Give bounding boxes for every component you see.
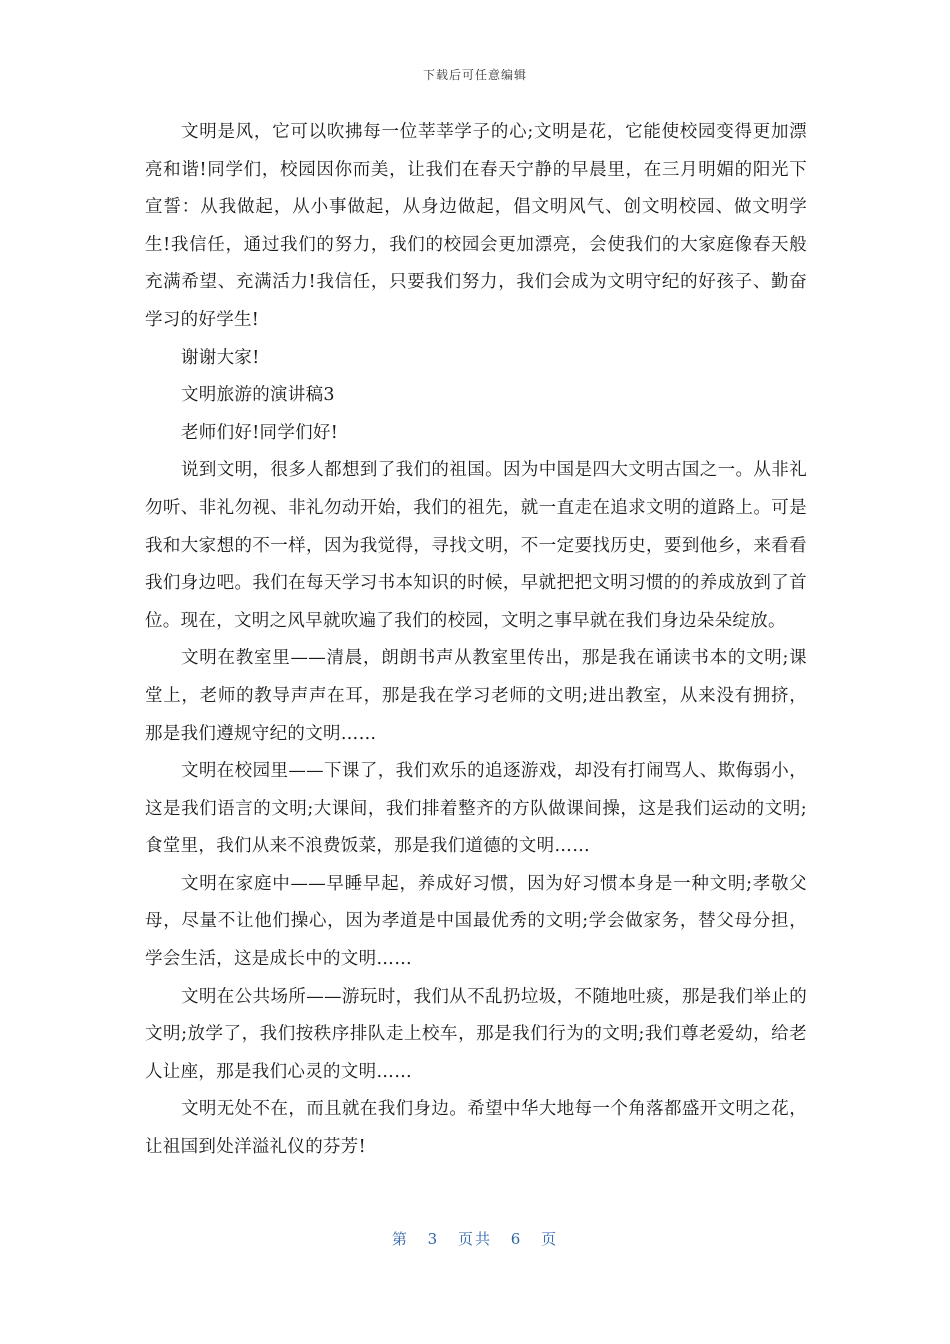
document-body <box>145 114 807 1167</box>
paragraph: 谢谢大家! <box>181 347 260 368</box>
paragraph: 文明在家庭中——早睡早起，养成好习惯，因为好习惯本身是一种文明;孝敬父母，尽量不让他们操心，因为孝道是中国最优秀的文明;学会做家务，替父母分担，学会生活，这是成长中的文明…… <box>145 873 807 970</box>
section-title: 文明旅游的演讲稿3 <box>181 385 335 406</box>
paragraph: 文明在校园里——下课了，我们欢乐的追逐游戏，却没有打闹骂人、欺侮弱小，这是我们语言的文明;大课间，我们排着整齐的方队做课间操，这是我们运动的文明;食堂里，我们从来不浪费饭菜，那是我们道德的文明…… <box>145 761 807 857</box>
paragraph: 说到文明，很多人都想到了我们的祖国。因为中国是四大文明古国之一。从非礼勿听、非礼勿视、非礼勿动开始，我们的祖先，就一直走在追求文明的道路上。可是我和大家想的不一样，因为我觉得，寻找文明，不一定要找历史，要到他乡，来看看我们身边吧。我们在每天学习书本知识的时候，早就把把文明习惯的的养成放到了首位。现在，文明之风早就吹遍了我们的校园，文明之事早就在我们身边朵朵绽放。 <box>145 460 807 631</box>
page-header: 下载后可任意编辑 <box>422 68 527 82</box>
paragraph: 文明在教室里——清晨，朗朗书声从教室里传出，那是我在诵读书本的文明;课堂上，老师的教导声声在耳，那是我在学习老师的文明;进出教室，从来没有拥挤，那是我们遵规守纪的文明…… <box>145 648 807 744</box>
page-number-footer: 第 3 页共 6 页 <box>391 1230 559 1248</box>
greeting: 老师们好!同学们好! <box>181 422 339 443</box>
paragraph: 文明在公共场所——游玩时，我们从不乱扔垃圾，不随地吐痰，那是我们举止的文明;放学了，我们按秩序排队走上校车，那是我们行为的文明;我们尊老爱幼，给老人让座，那是我们心灵的文明…… <box>145 986 807 1082</box>
paragraph: 文明无处不在，而且就在我们身边。希望中华大地每一个角落都盛开文明之花，让祖国到处洋溢礼仪的芬芳! <box>145 1099 807 1158</box>
paragraph: 文明是风，它可以吹拂每一位莘莘学子的心;文明是花，它能使校园变得更加漂亮和谐!同学们，校园因你而美，让我们在春天宁静的早晨里，在三月明媚的阳光下宣誓：从我做起，从小事做起，从身边做起，倡文明风气、创文明校园、做文明学生!我信任，通过我们的努力，我们的校园会更加漂亮，会使我们的大家庭像春天般充满希望、充满活力!我信任，只要我们努力，我们会成为文明守纪的好孩子、勤奋学习的好学生! <box>145 122 807 330</box>
